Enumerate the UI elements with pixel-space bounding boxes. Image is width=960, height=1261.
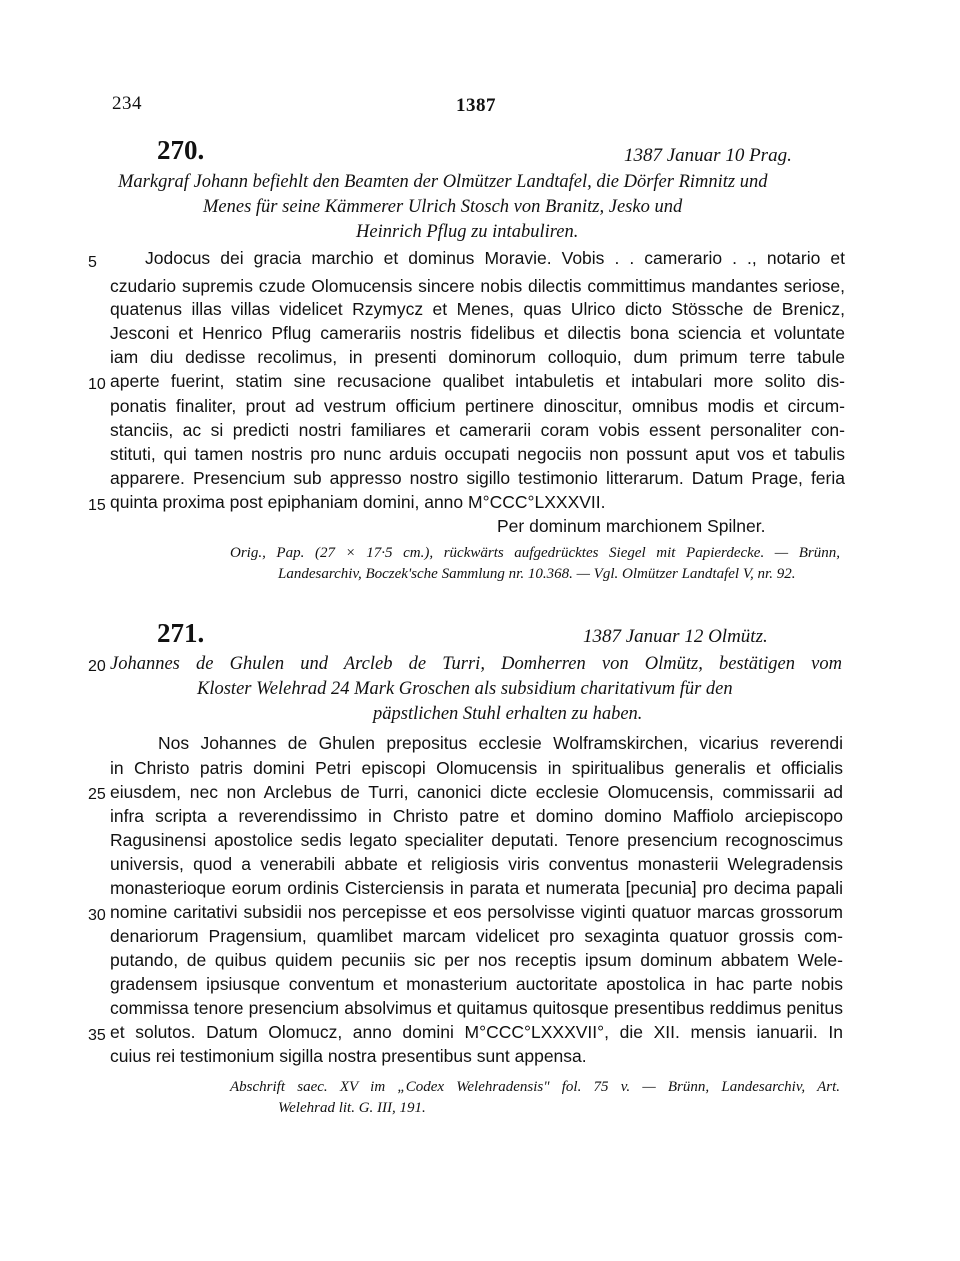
page-number: 234 (112, 93, 142, 114)
body-line: Jodocus dei gracia marchio et dominus Moravie. Vobis . . camerario . ., notario et (145, 248, 845, 268)
body-line: commissa tenore presencium absolvimus et quitamus quitosque presentibus reddimus penitus (110, 998, 843, 1018)
regest-line: päpstlichen Stuhl erhalten zu haben. (373, 704, 643, 724)
line-number: 35 (88, 1027, 106, 1044)
regest-line: Heinrich Pflug zu intabuliren. (356, 222, 579, 242)
document-number: 271. (157, 618, 205, 648)
source-note: Abschrift saec. XV im „Codex Welehradensis" fol. 75 v. — Brünn, Landesarchiv, Art. (230, 1079, 840, 1095)
body-line: stituti, qui tamen nostris pro nunc arduis occupati negociis non possunt aput vos et tabulis (110, 444, 845, 464)
regest-line: Johannes de Ghulen und Arcleb de Turri, Domherren von Olmütz, bestätigen vom (110, 654, 842, 674)
body-line: denariorum Pragensium, quamlibet marcam videlicet pro sexaginta quatuor grossis com- (110, 926, 843, 946)
body-line: czudario supremis czude Olomucensis sincere nobis dilectis committimus mandantes seriose, (110, 276, 845, 296)
regest-line: Markgraf Johann befiehlt den Beamten der Olmützer Landtafel, die Dörfer Rimnitz und (118, 172, 768, 192)
body-line: et solutos. Datum Olomucz, anno domini M°CCC°LXXXVII°, die XII. mensis ianuarii. In (110, 1022, 843, 1042)
body-line: monasterioque eorum ordinis Cisterciensis in parata et numerata [pecunia] pro decima papali (110, 878, 843, 898)
body-line: Jesconi et Henrico Pflug camerariis nostris fidelibus et dilectis bona sciencia et voluntate (110, 323, 845, 343)
body-line: Ragusinensi apostolice sedis legato specialiter deputati. Tenore presencium recognoscimus (110, 830, 843, 850)
line-number: 25 (88, 786, 106, 803)
body-line: ponatis finaliter, prout ad vestrum officium pertinere dinoscitur, omnibus modis et circum- (110, 396, 845, 416)
body-line: nomine caritativi subsidii nos percepisse et eos persolvisse viginti quatuor marcas grossorum (110, 902, 843, 922)
line-number: 30 (88, 907, 106, 924)
body-line: aperte fuerint, statim sine recusacione qualibet intabuletis et intabulari more solito dis- (110, 371, 845, 391)
body-line: iam diu dedisse recolimus, in presenti dominorum colloquio, dum primum terre tabule (110, 347, 845, 367)
body-line: infra scripta a reverendissimo in Christo patre et domino domino Maffiolo arciepiscopo (110, 806, 843, 826)
source-note: Welehrad lit. G. III, 191. (278, 1100, 426, 1116)
body-line: Nos Johannes de Ghulen prepositus ecclesie Wolframskirchen, vicarius reverendi (158, 733, 843, 753)
document-dateline: 1387 Januar 12 Olmütz. (583, 626, 768, 647)
body-line: stanciis, ac si predicti nostri familiares et camerarii coram vobis essent personaliter con- (110, 420, 845, 440)
signature-line: Per dominum marchionem Spilner. (497, 516, 766, 536)
body-line: quatenus illas villas videlicet Rzymycz et Menes, quas Ulrico dicto Stössche de Brenicz, (110, 299, 845, 319)
regest-line: Menes für seine Kämmerer Ulrich Stosch von Branitz, Jesko und (203, 197, 683, 217)
line-number: 10 (88, 376, 106, 393)
body-line: apparere. Presencium sub appresso nostro sigillo testimonio litterarum. Datum Prage, feria (110, 468, 845, 488)
body-line: in Christo patris domini Petri episcopi Olomucensis in spiritualibus generalis et officialis (110, 758, 843, 778)
regest-line: Kloster Welehrad 24 Mark Groschen als subsidium charitativum für den (197, 679, 733, 699)
body-line: universis, quod a venerabili abbate et religiosis viris conventus monasterii Welegradensis (110, 854, 843, 874)
line-number: 15 (88, 497, 106, 514)
body-line: cuius rei testimonium sigilla nostra presentibus sunt appensa. (110, 1046, 587, 1066)
body-line: putando, de quibus quidem pecuniis sic per nos receptis ipsum dominum abbatem Wele- (110, 950, 843, 970)
line-number: 5 (88, 254, 97, 271)
source-note: Landesarchiv, Boczek'sche Sammlung nr. 10.368. — Vgl. Olmützer Landtafel V, nr. 92. (278, 566, 796, 582)
running-year: 1387 (456, 95, 496, 116)
body-line: gradensem ipsiusque conventum et monasterium auctoritate apostolica in hac parte nobis (110, 974, 843, 994)
document-number: 270. (157, 135, 205, 165)
body-line: eiusdem, nec non Arclebus de Turri, canonici dicte ecclesie Olomucensis, commissarii ad (110, 782, 843, 802)
document-dateline: 1387 Januar 10 Prag. (624, 145, 792, 166)
line-number: 20 (88, 658, 106, 675)
source-note: Orig., Pap. (27 × 17·5 cm.), rückwärts aufgedrücktes Siegel mit Papierdecke. — Brünn, (230, 545, 840, 561)
body-line: quinta proxima post epiphaniam domini, anno M°CCC°LXXXVII. (110, 492, 606, 512)
